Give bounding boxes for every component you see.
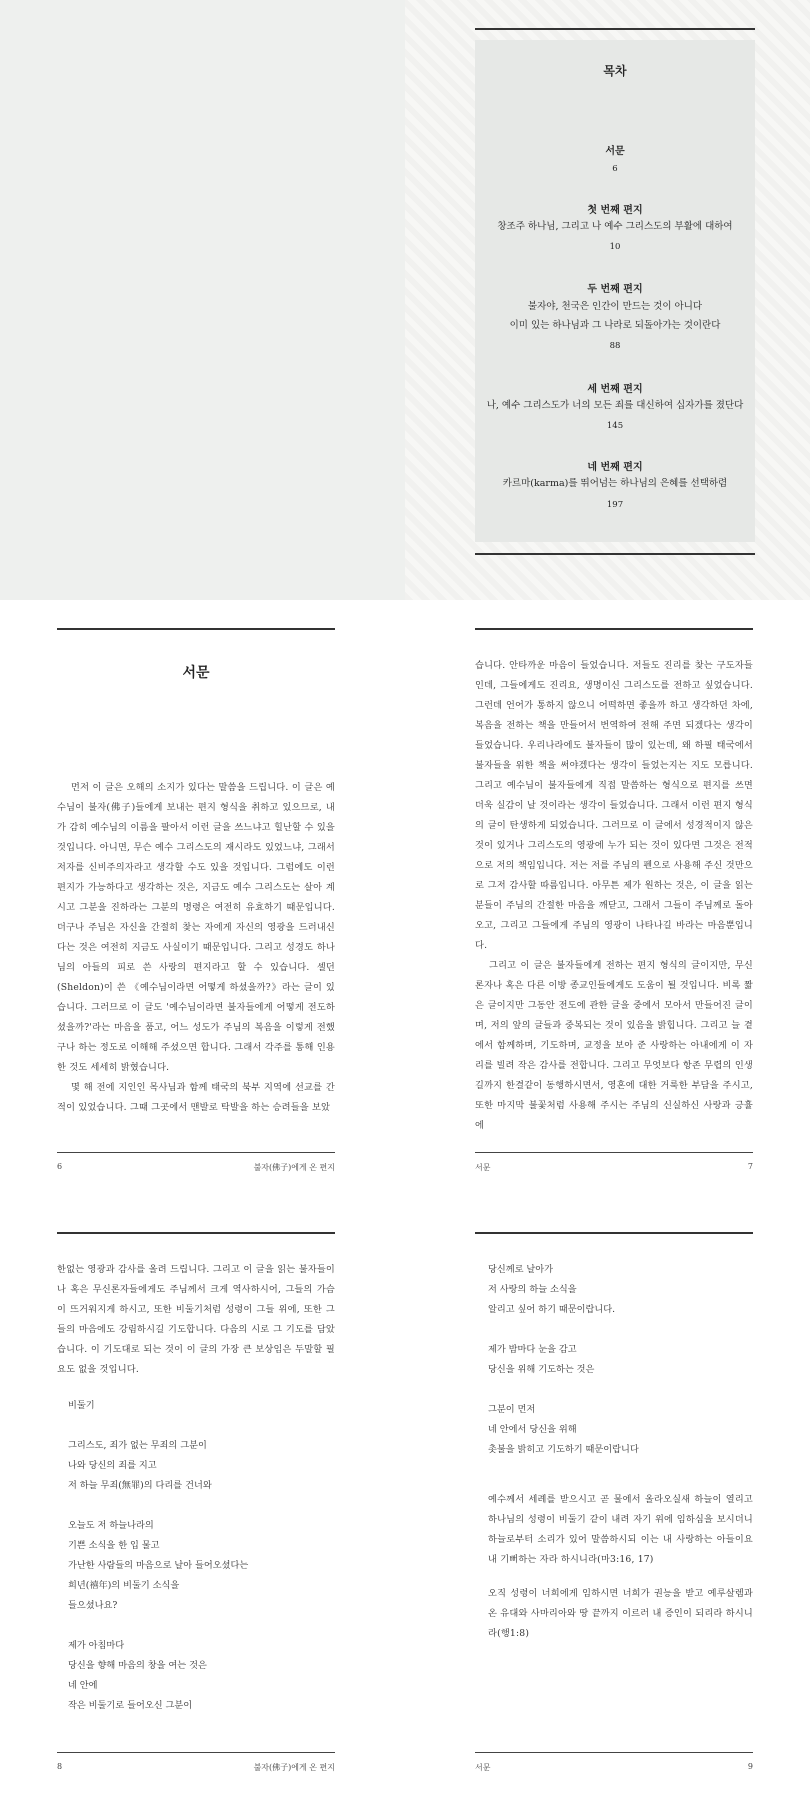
toc-subtitle-letter-2-line-2: 이미 있는 하나님과 그 나라로 되돌아가는 것이란다 [509, 320, 721, 331]
poem-line: 들으셨나요? [68, 1600, 118, 1611]
poem-stanza-break [68, 1416, 333, 1436]
page8-poem [68, 1396, 333, 1716]
poem-line: 당신께로 날아가 [488, 1264, 554, 1275]
page8-paragraph: 한없는 영광과 감사를 올려 드립니다. 그리고 이 글을 읽는 불자들이나 혹은 무신론자들에게도 주님께서 크게 역사하시어, 그들의 가슴이 뜨거워지게 하시고, 또한 비둘기처럼 성령이 그들 위에, 또한 그들의 마음에도 강림하시길 기도합니다. 다음의 시로 그 기도를 담았습니다. 이 기도대로 되는 것이 이 글의 가장 큰 보상임은 두말할 필요도 없을 것입니다. [57, 1264, 335, 1375]
toc-heading-letter-3[interactable]: 세 번째 편지 [587, 384, 643, 395]
toc-page-preface: 6 [612, 164, 618, 174]
toc-subtitle-letter-1: 창조주 하나님, 그리고 나 예수 그리스도의 부활에 대하여 [497, 221, 733, 232]
poem-line: 알리고 싶어 하기 때문이랍니다. [488, 1304, 616, 1315]
poem-line: 그리스도, 죄가 없는 무죄의 그분이 [68, 1440, 207, 1451]
poem-line: 기쁜 소식을 한 입 물고 [68, 1540, 160, 1551]
toc-page-letter-1: 10 [609, 242, 621, 252]
toc-heading-letter-4[interactable]: 네 번째 편지 [587, 462, 643, 473]
poem-line: 당신을 위해 기도하는 것은 [488, 1364, 595, 1375]
poem-line: 비둘기 [68, 1400, 95, 1411]
page6-top-rule [57, 628, 335, 630]
toc-page-letter-4: 197 [606, 500, 624, 510]
page9-footer-rule [475, 1752, 753, 1753]
poem-line: 그분이 먼저 [488, 1404, 536, 1415]
toc-heading-letter-1[interactable]: 첫 번째 편지 [587, 205, 643, 216]
poem-line: 나와 당신의 죄를 지고 [68, 1460, 157, 1471]
poem-line: 작은 비둘기로 들어오신 그분이 [68, 1700, 193, 1711]
page9-folio-number: 9 [747, 1762, 753, 1771]
poem-line: 당신을 향해 마음의 창을 여는 것은 [68, 1660, 207, 1671]
page6-paragraph: 몇 해 전에 지인인 목사님과 함께 태국의 북부 지역에 선교를 간 적이 있었습니다. 그때 그곳에서 맨발로 탁발을 하는 승려들을 보았 [57, 1082, 335, 1113]
toc-subtitle-letter-3: 나, 예수 그리스도가 너의 모든 죄를 대신하여 십자가를 졌단다 [486, 400, 744, 411]
toc-heading-preface[interactable]: 서문 [605, 146, 625, 157]
page6-folio-number: 6 [57, 1162, 63, 1171]
page7-paragraph: 습니다. 안타까운 마음이 들었습니다. 저들도 진리를 찾는 구도자들인데, 그들에게도 진리요, 생명이신 그리스도를 전하고 싶었습니다. 그런데 언어가 통하지 않으니 어떡하면 좋을까 하고 생각하던 차에, 복음을 전하는 책을 만들어서 번역하여 전해 주면 되겠다는 생각이 들었습니다. 우리나라에도 불자들이 많이 있는데, 왜 하필 태국에서 불자들을 위한 책을 써야겠다는 생각이 들었는지는 지도 모릅니다. 그리고 예수님이 불자들에게 직접 말씀하는 형식으로 편지를 쓰면 더욱 실감이 날 것이라는 생각이 들었습니다. 그래서 이런 편지 형식의 글이 탄생하게 되었습니다. 그러므로 이 글에서 성경적이지 않은 것이 있거나 그리스도의 영광에 누가 되는 것이 있다면 그것은 전적으로 저의 책임입니다. 저는 저를 주님의 펜으로 사용해 주신 것만으로 그저 감사할 따름입니다. 아무튼 제가 원하는 것은, 이 글을 읽는 분들이 주님의 간절한 마음을 깨닫고, 그래서 그들이 주님께로 돌아오고, 그리고 그들에게 주님의 영광이 나타나길 바라는 마음뿐입니다. [475, 660, 753, 951]
page6-body [57, 778, 335, 1118]
page6-paragraph: 먼저 이 글은 오해의 소지가 있다는 말씀을 드립니다. 이 글은 예수님이 불자(佛子)들에게 보내는 편지 형식을 취하고 있으므로, 내가 감히 예수님의 이름을 팔아서 이런 글을 쓰느냐고 힐난할 수 있을 것입니다. 아니면, 무슨 예수 그리스도의 재시라도 있었느냐, 그래서 저자를 신비주의자라고 생각할 수도 있을 것입니다. 그럼에도 이런 편지가 가능하다고 생각하는 것은, 지금도 예수 그리스도는 살아 계시고 그분을 진하라는 그분의 명령은 여전히 유효하기 때문입니다. 더구나 주님은 자신을 간절히 찾는 자에게 자신의 영광을 드러내신다는 것은 여전히 지금도 사실이기 때문입니다. 그리고 성경도 하나님의 아들의 피로 쓴 사랑의 편지라고 할 수 있습니다. 셀던(Sheldon)이 쓴 《예수님이라면 어떻게 하셨을까?》라는 글이 있습니다. 그러므로 이 글도 '예수님이라면 불자들에게 어떻게 전도하셨을까?'라는 마음을 품고, 어느 성도가 주님의 복음을 이렇게 전했구나 하는 정도로 이해해 주셨으면 합니다. 그래서 각주를 통해 인용한 것도 세세히 밝혔습니다. [57, 782, 335, 1073]
page6-title: 서문 [182, 665, 210, 681]
page7-footer-rule [475, 1152, 753, 1153]
page9-verse: 예수께서 세례를 받으시고 곧 물에서 올라오실새 하늘이 열리고 하나님의 성령이 비둘기 같이 내려 자기 위에 임하심을 보시더니 하늘로부터 소리가 있어 말씀하시되 이는 내 사랑하는 아들이요 내 기뻐하는 자라 하시니라(마3:16, 17) [488, 1494, 753, 1565]
page8-body [57, 1260, 335, 1380]
page9-poem [488, 1260, 753, 1460]
page8-running-title: 불자(佛子)에게 온 편지 [253, 1763, 335, 1772]
toc-page-letter-2: 88 [609, 341, 621, 351]
poem-stanza-break [488, 1380, 753, 1400]
poem-line: 제가 아침마다 [68, 1640, 125, 1651]
poem-line: 저 하늘 무죄(無罪)의 다리를 건너와 [68, 1480, 212, 1491]
poem-line: 제가 밤마다 눈을 감고 [488, 1344, 577, 1355]
toc-title: 목차 [603, 64, 627, 78]
poem-stanza-break [488, 1320, 753, 1340]
toc-page-letter-3: 145 [606, 421, 624, 431]
poem-stanza-break [68, 1496, 333, 1516]
toc-subtitle-letter-4: 카르마(karma)를 뛰어넘는 하나님의 은혜를 선택하렴 [502, 478, 728, 489]
page9-verses [488, 1490, 753, 1644]
page8-footer-rule [57, 1752, 335, 1753]
toc-bottom-rule [475, 553, 755, 555]
poem-line: 오늘도 저 하늘나라의 [68, 1520, 154, 1531]
poem-line: 네 안에 [68, 1680, 98, 1691]
page8-top-rule [57, 1232, 335, 1234]
toc-top-rule [475, 28, 755, 30]
page6-running-title: 불자(佛子)에게 온 편지 [253, 1163, 335, 1172]
page7-paragraph: 그리고 이 글은 불자들에게 전하는 편지 형식의 글이지만, 무신론자나 혹은 다른 이방 종교인들에게도 도움이 될 것입니다. 비록 짧은 글이지만 그동안 전도에 관한 글을 중에서 모아서 만들어진 글이며, 저의 앞의 글들과 중복되는 것이 있음을 밝힙니다. 그리고 늘 곁에서 함께하며, 기도하며, 교정을 보아 준 사랑하는 아내에게 이 자리를 빌려 작은 감사를 전합니다. 그리고 무엇보다 항존 무렵의 인생길까지 한결같이 동행하시면서, 영혼에 대한 거룩한 부담을 주시고, 또한 마지막 불꽃처럼 사용해 주시는 주님의 신실하신 사랑과 긍휼에 [475, 960, 753, 1131]
poem-line: 가난한 사람들의 마음으로 날아 들어오셨다는 [68, 1560, 249, 1571]
page7-folio-number: 7 [747, 1162, 753, 1171]
toc-subtitle-letter-2-line-1: 불자야, 천국은 인간이 만드는 것이 아니다 [527, 301, 703, 312]
page7-top-rule [475, 628, 753, 630]
page6-footer-rule [57, 1152, 335, 1153]
toc-heading-letter-2[interactable]: 두 번째 편지 [587, 284, 643, 295]
poem-line: 네 안에서 당신을 위해 [488, 1424, 577, 1435]
page7-running-title: 서문 [475, 1163, 491, 1172]
poem-line: 저 사랑의 하늘 소식을 [488, 1284, 577, 1295]
left-cover-panel [0, 0, 405, 600]
page9-verse: 오직 성령이 너희에게 임하시면 너희가 권능을 받고 예루살렘과 온 유대와 사마리아와 땅 끝까지 이르러 내 증인이 되리라 하시니라(행1:8) [488, 1588, 753, 1639]
page9-running-title: 서문 [475, 1763, 491, 1772]
page9-top-rule [475, 1232, 753, 1234]
poem-line: 희년(禧年)의 비둘기 소식을 [68, 1580, 180, 1591]
poem-stanza-break [68, 1616, 333, 1636]
page8-folio-number: 8 [57, 1762, 63, 1771]
page7-body [475, 656, 753, 1136]
poem-line: 촛불을 밝히고 기도하기 때문이랍니다 [488, 1444, 639, 1455]
